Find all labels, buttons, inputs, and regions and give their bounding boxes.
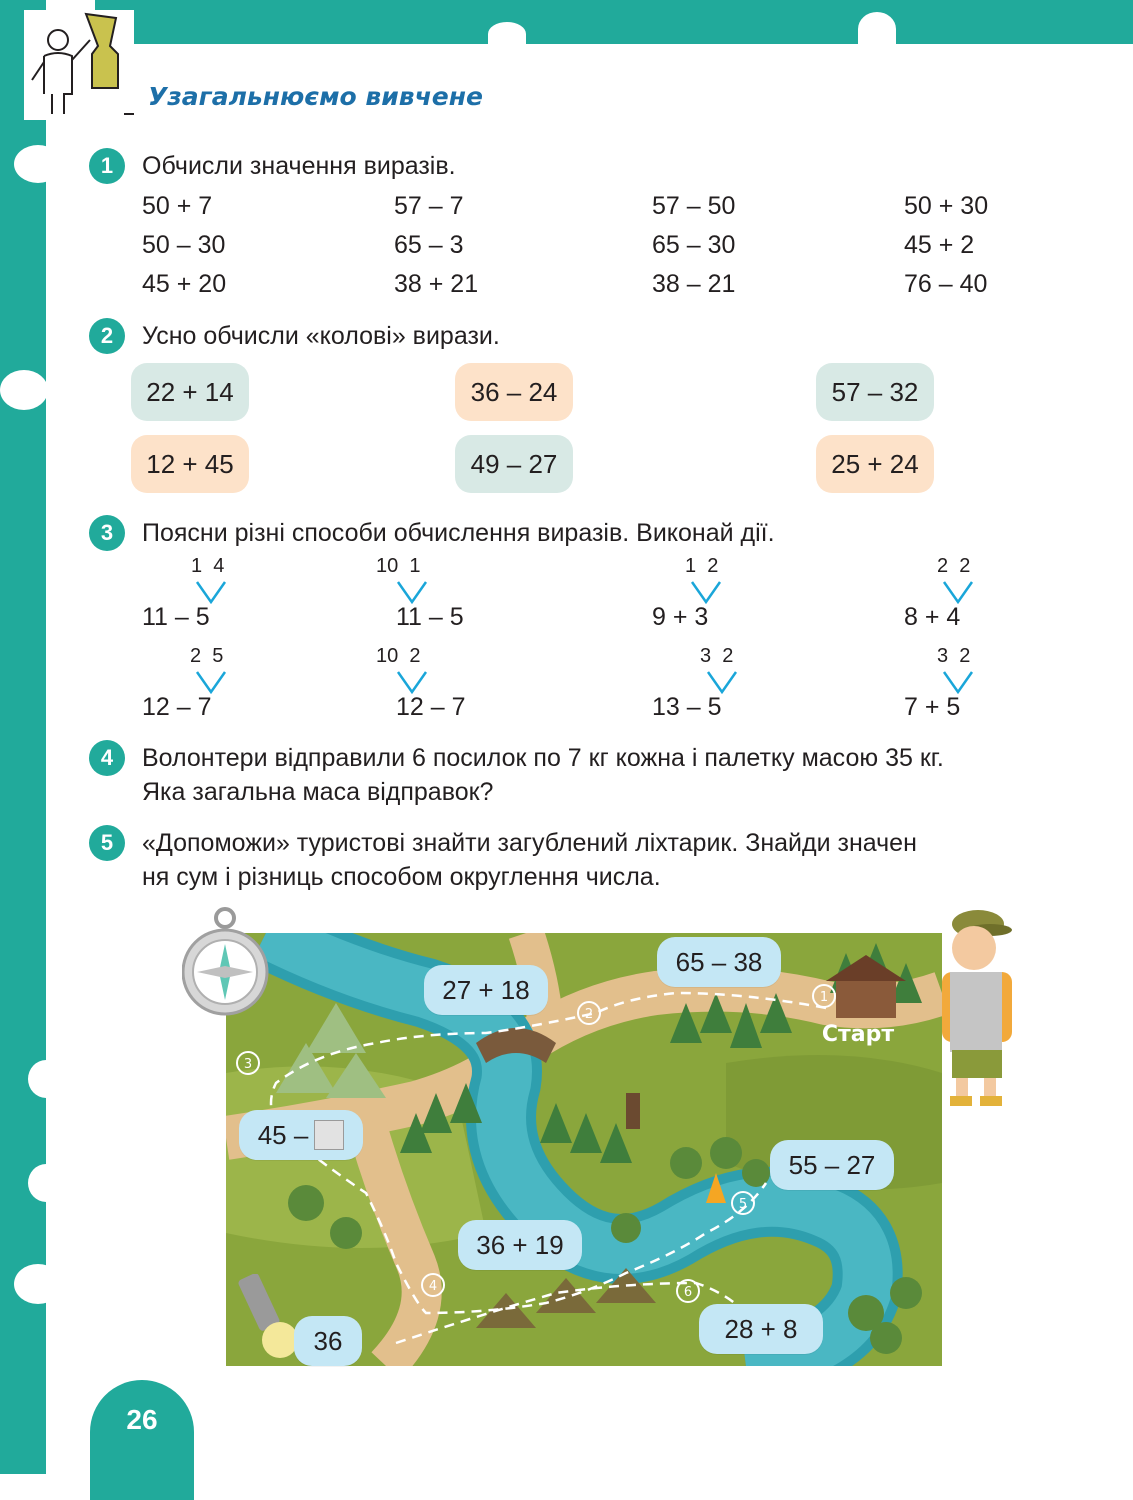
expression: 9 + 3 xyxy=(652,603,709,631)
task-3-prompt: Поясни різні способи обчислення виразів. Виконай дії. xyxy=(142,519,775,547)
expression: 13 – 5 xyxy=(652,693,722,721)
task-1-prompt: Обчисли значення виразів. xyxy=(142,152,456,180)
map-expression-bubble: 65 – 38 xyxy=(657,937,781,987)
expression: 12 – 7 xyxy=(142,693,212,721)
answer-box xyxy=(314,1120,344,1150)
side-banner xyxy=(0,0,46,1474)
expression: 57 – 50 xyxy=(652,192,736,220)
expression: 7 + 5 xyxy=(904,693,961,721)
task-2-prompt: Усно обчисли «колові» вирази. xyxy=(142,322,500,350)
banner-tab xyxy=(488,22,526,46)
mascot-icon xyxy=(24,10,134,120)
map-expression-bubble xyxy=(239,1110,363,1160)
binder-notch xyxy=(28,1060,64,1098)
task-4-text-line: Яка загальна маса відправок? xyxy=(142,778,494,806)
expression: 65 – 3 xyxy=(394,231,464,259)
circle-expression: 49 – 27 xyxy=(455,435,573,493)
number-split: 10 2 xyxy=(376,645,421,667)
task-5-text-line: «Допоможи» туристові знайти загублений ліхтарик. Знайди значен xyxy=(142,829,917,857)
task-number-badge: 1 xyxy=(89,148,125,184)
expression: 8 + 4 xyxy=(904,603,961,631)
expression: 38 + 21 xyxy=(394,270,479,298)
step-number: 3 xyxy=(243,1057,253,1072)
expression: 11 – 5 xyxy=(142,603,210,631)
number-split: 3 2 xyxy=(937,645,971,667)
map-expression-bubble: 36 xyxy=(294,1316,362,1366)
task-number-badge: 4 xyxy=(89,740,125,776)
page-number: 26 xyxy=(90,1380,194,1500)
expression: 11 – 5 xyxy=(396,603,464,631)
expression: 65 – 30 xyxy=(652,231,736,259)
circle-expression: 36 – 24 xyxy=(455,363,573,421)
task-number-badge: 3 xyxy=(89,515,125,551)
task-5-text-line: ня сум і різниць способом округлення числа. xyxy=(142,863,661,891)
expression: 45 + 2 xyxy=(904,231,975,259)
number-split: 10 1 xyxy=(376,555,421,577)
expression: 50 + 30 xyxy=(904,192,989,220)
map-expression-bubble: 27 + 18 xyxy=(424,965,548,1015)
top-banner xyxy=(95,0,1133,44)
expression: 38 – 21 xyxy=(652,270,736,298)
number-split: 2 5 xyxy=(190,645,224,667)
map-expression-bubble: 36 + 19 xyxy=(458,1220,582,1270)
circle-expression: 25 + 24 xyxy=(816,435,934,493)
expression: 50 + 7 xyxy=(142,192,213,220)
binder-notch xyxy=(28,1164,64,1202)
bubble-text: 45 – xyxy=(257,1119,309,1150)
circle-expression: 12 + 45 xyxy=(131,435,249,493)
number-split: 1 4 xyxy=(191,555,225,577)
circle-expression: 22 + 14 xyxy=(131,363,249,421)
step-number: 6 xyxy=(683,1285,693,1300)
expression: 50 – 30 xyxy=(142,231,226,259)
expression: 57 – 7 xyxy=(394,192,464,220)
expression: 76 – 40 xyxy=(904,270,988,298)
number-split: 3 2 xyxy=(700,645,734,667)
number-split: 2 2 xyxy=(937,555,971,577)
step-number: 5 xyxy=(738,1197,748,1212)
section-title: Узагальнюємо вивчене xyxy=(148,82,483,111)
binder-notch xyxy=(0,370,48,410)
step-number: 4 xyxy=(428,1279,438,1294)
start-label: Старт xyxy=(821,1022,895,1047)
banner-tab xyxy=(858,12,896,46)
expression: 45 + 20 xyxy=(142,270,227,298)
compass-icon xyxy=(182,906,272,1020)
circle-expression: 57 – 32 xyxy=(816,363,934,421)
tourist-boy-icon xyxy=(928,906,1024,1110)
expression: 12 – 7 xyxy=(396,693,466,721)
task-number-badge: 5 xyxy=(89,825,125,861)
binder-notch xyxy=(14,145,62,183)
map-expression-bubble: 55 – 27 xyxy=(770,1140,894,1190)
step-number: 1 xyxy=(819,990,829,1005)
task-4-text-line: Волонтери відправили 6 посилок по 7 кг кожна і палетку масою 35 кг. xyxy=(142,744,944,772)
binder-notch xyxy=(14,1264,62,1304)
number-split: 1 2 xyxy=(685,555,719,577)
map-expression-bubble: 28 + 8 xyxy=(699,1304,823,1354)
task-number-badge: 2 xyxy=(89,318,125,354)
step-number: 2 xyxy=(584,1007,594,1022)
